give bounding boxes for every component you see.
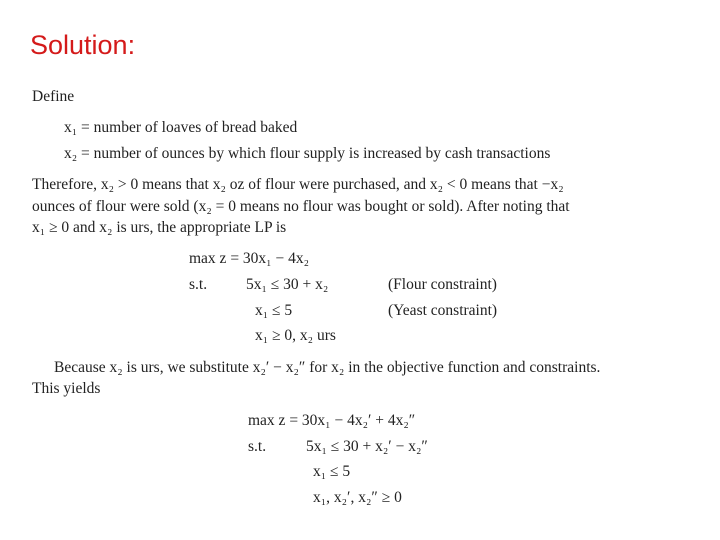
paragraph-line: ounces of flour were sold (x₂ = 0 means no flour was bought or sold). After noting that: [32, 198, 570, 215]
lp2-sign-constraint: x₁, x₂′, x₂″ ≥ 0: [313, 489, 402, 506]
lp2-objective: max z = 30x₁ − 4x₂′ + 4x₂″: [248, 412, 416, 429]
lp1-flour-note: (Flour constraint): [388, 276, 497, 293]
lp1-objective: max z = 30x₁ − 4x₂: [189, 250, 309, 267]
lp1-st-label: s.t.: [189, 276, 208, 293]
lp1-sign-constraint: x₁ ≥ 0, x₂ urs: [255, 327, 336, 344]
definition-x2: x₂ = number of ounces by which flour supply is increased by cash transactions: [64, 145, 551, 162]
lp2-st-label: s.t.: [248, 438, 267, 455]
lp1-yeast-note: (Yeast constraint): [388, 302, 498, 319]
paragraph-line: Because x₂ is urs, we substitute x₂′ − x₂″ for x₂ in the objective function and constraints.: [54, 359, 601, 376]
define-label: Define: [32, 88, 75, 105]
paragraph-line: x₁ ≥ 0 and x₂ is urs, the appropriate LP is: [32, 219, 287, 236]
slide-title: Solution:: [30, 30, 136, 60]
paragraph-line: Therefore, x₂ > 0 means that x₂ oz of flour were purchased, and x₂ < 0 means that −x₂: [32, 176, 564, 193]
paragraph-line: This yields: [32, 380, 101, 397]
definition-x1: x₁ = number of loaves of bread baked: [64, 119, 298, 136]
lp2-yeast-constraint: x₁ ≤ 5: [313, 463, 351, 480]
lp1-flour-constraint: 5x₁ ≤ 30 + x₂: [246, 276, 329, 293]
lp1-yeast-constraint: x₁ ≤ 5: [255, 302, 293, 319]
lp2-flour-constraint: 5x₁ ≤ 30 + x₂′ − x₂″: [306, 438, 428, 455]
